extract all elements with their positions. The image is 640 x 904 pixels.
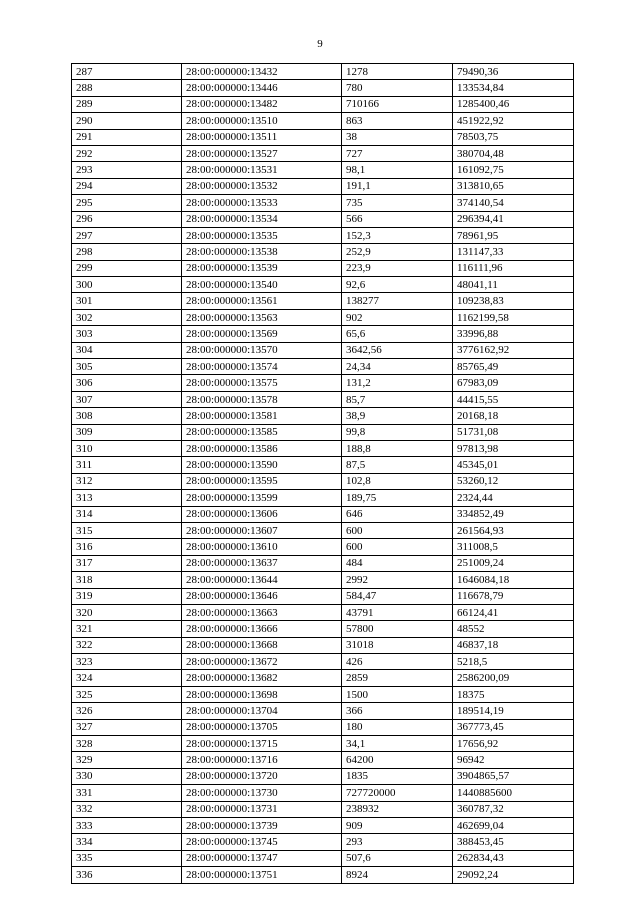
cadastral-value-cell: 66124,41 [453,604,574,620]
row-number-cell: 316 [72,539,182,555]
row-number-cell: 326 [72,703,182,719]
row-number-cell: 329 [72,752,182,768]
table-row [72,244,574,260]
table-row [72,178,574,194]
row-number-cell: 317 [72,555,182,571]
table-row [72,129,574,145]
cadastral-number-cell: 28:00:000000:13538 [182,244,342,260]
row-number-cell: 297 [72,227,182,243]
table-row [72,457,574,473]
cadastral-value-cell: 5218,5 [453,654,574,670]
cadastral-number-cell: 28:00:000000:13586 [182,440,342,456]
row-number-cell: 314 [72,506,182,522]
cadastral-value-cell: 313810,65 [453,178,574,194]
area-cell: 366 [342,703,453,719]
cadastral-number-cell: 28:00:000000:13705 [182,719,342,735]
cadastral-value-cell: 1162199,58 [453,309,574,325]
cadastral-number-cell: 28:00:000000:13610 [182,539,342,555]
row-number-cell: 320 [72,604,182,620]
row-number-cell: 290 [72,113,182,129]
table-row [72,440,574,456]
row-number-cell: 303 [72,326,182,342]
row-number-cell: 302 [72,309,182,325]
row-number-cell: 328 [72,736,182,752]
table-row [72,736,574,752]
cadastral-value-cell: 380704,48 [453,145,574,161]
area-cell: 180 [342,719,453,735]
area-cell: 57800 [342,621,453,637]
row-number-cell: 325 [72,686,182,702]
row-number-cell: 333 [72,817,182,833]
cadastral-value-cell: 18375 [453,686,574,702]
area-cell: 863 [342,113,453,129]
table-row [72,817,574,833]
area-cell: 92,6 [342,277,453,293]
area-cell: 102,8 [342,473,453,489]
table-row [72,391,574,407]
cadastral-number-cell: 28:00:000000:13581 [182,408,342,424]
cadastral-value-table [71,63,574,884]
table-row [72,670,574,686]
cadastral-number-cell: 28:00:000000:13432 [182,64,342,80]
cadastral-value-cell: 451922,92 [453,113,574,129]
cadastral-number-cell: 28:00:000000:13668 [182,637,342,653]
area-cell: 43791 [342,604,453,620]
row-number-cell: 330 [72,768,182,784]
table-row [72,588,574,604]
row-number-cell: 291 [72,129,182,145]
cadastral-number-cell: 28:00:000000:13745 [182,834,342,850]
row-number-cell: 309 [72,424,182,440]
row-number-cell: 299 [72,260,182,276]
cadastral-number-cell: 28:00:000000:13672 [182,654,342,670]
row-number-cell: 293 [72,162,182,178]
cadastral-number-cell: 28:00:000000:13698 [182,686,342,702]
table-row [72,621,574,637]
cadastral-value-cell: 2324,44 [453,490,574,506]
cadastral-number-cell: 28:00:000000:13644 [182,572,342,588]
area-cell: 131,2 [342,375,453,391]
area-cell: 909 [342,817,453,833]
area-cell: 64200 [342,752,453,768]
table-row [72,375,574,391]
cadastral-value-cell: 334852,49 [453,506,574,522]
cadastral-number-cell: 28:00:000000:13570 [182,342,342,358]
area-cell: 38 [342,129,453,145]
cadastral-value-cell: 1285400,46 [453,96,574,112]
cadastral-value-cell: 2586200,09 [453,670,574,686]
cadastral-value-cell: 78961,95 [453,227,574,243]
table-row [72,113,574,129]
cadastral-number-cell: 28:00:000000:13731 [182,801,342,817]
area-cell: 223,9 [342,260,453,276]
area-cell: 31018 [342,637,453,653]
cadastral-value-cell: 133534,84 [453,80,574,96]
table-row [72,522,574,538]
row-number-cell: 322 [72,637,182,653]
cadastral-number-cell: 28:00:000000:13535 [182,227,342,243]
area-cell: 3642,56 [342,342,453,358]
table-row [72,604,574,620]
cadastral-number-cell: 28:00:000000:13531 [182,162,342,178]
cadastral-number-cell: 28:00:000000:13606 [182,506,342,522]
table-row [72,162,574,178]
area-cell: 24,34 [342,359,453,375]
area-cell: 600 [342,522,453,538]
cadastral-value-cell: 116111,96 [453,260,574,276]
cadastral-number-cell: 28:00:000000:13739 [182,817,342,833]
row-number-cell: 319 [72,588,182,604]
cadastral-number-cell: 28:00:000000:13533 [182,195,342,211]
area-cell: 507,6 [342,850,453,866]
cadastral-value-cell: 44415,55 [453,391,574,407]
row-number-cell: 308 [72,408,182,424]
area-cell: 1500 [342,686,453,702]
table-row [72,293,574,309]
row-number-cell: 288 [72,80,182,96]
cadastral-value-cell: 45345,01 [453,457,574,473]
cadastral-number-cell: 28:00:000000:13563 [182,309,342,325]
cadastral-value-cell: 78503,75 [453,129,574,145]
row-number-cell: 301 [72,293,182,309]
cadastral-number-cell: 28:00:000000:13704 [182,703,342,719]
cadastral-value-cell: 161092,75 [453,162,574,178]
area-cell: 780 [342,80,453,96]
cadastral-value-cell: 3776162,92 [453,342,574,358]
cadastral-number-cell: 28:00:000000:13590 [182,457,342,473]
area-cell: 600 [342,539,453,555]
cadastral-value-cell: 374140,54 [453,195,574,211]
table-row [72,211,574,227]
cadastral-number-cell: 28:00:000000:13599 [182,490,342,506]
table-row [72,326,574,342]
table-row [72,96,574,112]
table-row [72,277,574,293]
cadastral-number-cell: 28:00:000000:13716 [182,752,342,768]
row-number-cell: 323 [72,654,182,670]
cadastral-number-cell: 28:00:000000:13575 [182,375,342,391]
cadastral-value-cell: 20168,18 [453,408,574,424]
row-number-cell: 305 [72,359,182,375]
area-cell: 85,7 [342,391,453,407]
row-number-cell: 318 [72,572,182,588]
cadastral-value-cell: 29092,24 [453,867,574,883]
cadastral-number-cell: 28:00:000000:13527 [182,145,342,161]
table-row [72,359,574,375]
cadastral-value-cell: 367773,45 [453,719,574,735]
table-row [72,227,574,243]
cadastral-value-cell: 261564,93 [453,522,574,538]
table-row [72,64,574,80]
cadastral-value-cell: 97813,98 [453,440,574,456]
area-cell: 191,1 [342,178,453,194]
row-number-cell: 294 [72,178,182,194]
cadastral-value-cell: 116678,79 [453,588,574,604]
cadastral-number-cell: 28:00:000000:13682 [182,670,342,686]
cadastral-value-cell: 462699,04 [453,817,574,833]
table-row [72,490,574,506]
area-cell: 98,1 [342,162,453,178]
cadastral-number-cell: 28:00:000000:13539 [182,260,342,276]
area-cell: 65,6 [342,326,453,342]
table-row [72,195,574,211]
row-number-cell: 310 [72,440,182,456]
row-number-cell: 313 [72,490,182,506]
row-number-cell: 332 [72,801,182,817]
area-cell: 38,9 [342,408,453,424]
cadastral-number-cell: 28:00:000000:13646 [182,588,342,604]
area-cell: 727720000 [342,785,453,801]
area-cell: 252,9 [342,244,453,260]
cadastral-number-cell: 28:00:000000:13511 [182,129,342,145]
area-cell: 727 [342,145,453,161]
area-cell: 138277 [342,293,453,309]
area-cell: 584,47 [342,588,453,604]
row-number-cell: 304 [72,342,182,358]
table-row [72,768,574,784]
cadastral-value-cell: 85765,49 [453,359,574,375]
cadastral-value-cell: 311008,5 [453,539,574,555]
area-cell: 189,75 [342,490,453,506]
cadastral-number-cell: 28:00:000000:13510 [182,113,342,129]
area-cell: 735 [342,195,453,211]
cadastral-value-cell: 388453,45 [453,834,574,850]
table-row [72,80,574,96]
cadastral-number-cell: 28:00:000000:13637 [182,555,342,571]
row-number-cell: 311 [72,457,182,473]
area-cell: 710166 [342,96,453,112]
row-number-cell: 306 [72,375,182,391]
area-cell: 8924 [342,867,453,883]
cadastral-number-cell: 28:00:000000:13663 [182,604,342,620]
table-row [72,555,574,571]
area-cell: 238932 [342,801,453,817]
table-row [72,309,574,325]
row-number-cell: 334 [72,834,182,850]
table-row [72,752,574,768]
row-number-cell: 331 [72,785,182,801]
cadastral-number-cell: 28:00:000000:13720 [182,768,342,784]
table-body [72,64,574,884]
cadastral-value-cell: 67983,09 [453,375,574,391]
table-row [72,654,574,670]
table-row [72,719,574,735]
area-cell: 34,1 [342,736,453,752]
area-cell: 2992 [342,572,453,588]
cadastral-value-cell: 1440885600 [453,785,574,801]
cadastral-value-cell: 131147,33 [453,244,574,260]
table-row [72,834,574,850]
cadastral-number-cell: 28:00:000000:13569 [182,326,342,342]
cadastral-value-cell: 48041,11 [453,277,574,293]
cadastral-number-cell: 28:00:000000:13747 [182,850,342,866]
cadastral-value-cell: 96942 [453,752,574,768]
table-row [72,703,574,719]
cadastral-value-cell: 53260,12 [453,473,574,489]
table-row [72,539,574,555]
cadastral-number-cell: 28:00:000000:13578 [182,391,342,407]
row-number-cell: 312 [72,473,182,489]
area-cell: 484 [342,555,453,571]
cadastral-value-cell: 262834,43 [453,850,574,866]
table-row [72,785,574,801]
cadastral-number-cell: 28:00:000000:13482 [182,96,342,112]
table-row [72,473,574,489]
area-cell: 99,8 [342,424,453,440]
table-row [72,572,574,588]
page-number: 9 [317,38,323,50]
cadastral-number-cell: 28:00:000000:13561 [182,293,342,309]
cadastral-value-cell: 189514,19 [453,703,574,719]
cadastral-value-cell: 79490,36 [453,64,574,80]
cadastral-number-cell: 28:00:000000:13666 [182,621,342,637]
cadastral-number-cell: 28:00:000000:13715 [182,736,342,752]
row-number-cell: 295 [72,195,182,211]
area-cell: 2859 [342,670,453,686]
table-row [72,408,574,424]
cadastral-value-cell: 251009,24 [453,555,574,571]
cadastral-number-cell: 28:00:000000:13540 [182,277,342,293]
table-row [72,801,574,817]
cadastral-value-cell: 109238,83 [453,293,574,309]
table-row [72,637,574,653]
row-number-cell: 335 [72,850,182,866]
table-row [72,145,574,161]
row-number-cell: 289 [72,96,182,112]
table-row [72,867,574,883]
area-cell: 1835 [342,768,453,784]
row-number-cell: 296 [72,211,182,227]
cadastral-value-cell: 1646084,18 [453,572,574,588]
row-number-cell: 315 [72,522,182,538]
cadastral-number-cell: 28:00:000000:13751 [182,867,342,883]
cadastral-number-cell: 28:00:000000:13730 [182,785,342,801]
row-number-cell: 298 [72,244,182,260]
area-cell: 87,5 [342,457,453,473]
table-row [72,506,574,522]
table-row [72,260,574,276]
area-cell: 566 [342,211,453,227]
cadastral-number-cell: 28:00:000000:13532 [182,178,342,194]
table-row [72,850,574,866]
area-cell: 426 [342,654,453,670]
cadastral-value-cell: 360787,32 [453,801,574,817]
table-row [72,342,574,358]
area-cell: 902 [342,309,453,325]
cadastral-number-cell: 28:00:000000:13585 [182,424,342,440]
table-row [72,424,574,440]
row-number-cell: 292 [72,145,182,161]
cadastral-number-cell: 28:00:000000:13534 [182,211,342,227]
row-number-cell: 287 [72,64,182,80]
row-number-cell: 300 [72,277,182,293]
cadastral-value-cell: 48552 [453,621,574,637]
cadastral-value-cell: 46837,18 [453,637,574,653]
row-number-cell: 321 [72,621,182,637]
cadastral-number-cell: 28:00:000000:13595 [182,473,342,489]
row-number-cell: 307 [72,391,182,407]
cadastral-number-cell: 28:00:000000:13574 [182,359,342,375]
row-number-cell: 327 [72,719,182,735]
cadastral-number-cell: 28:00:000000:13446 [182,80,342,96]
cadastral-value-cell: 17656,92 [453,736,574,752]
row-number-cell: 324 [72,670,182,686]
cadastral-value-cell: 296394,41 [453,211,574,227]
area-cell: 152,3 [342,227,453,243]
table-row [72,686,574,702]
area-cell: 1278 [342,64,453,80]
area-cell: 188,8 [342,440,453,456]
area-cell: 293 [342,834,453,850]
cadastral-value-cell: 51731,08 [453,424,574,440]
cadastral-number-cell: 28:00:000000:13607 [182,522,342,538]
row-number-cell: 336 [72,867,182,883]
area-cell: 646 [342,506,453,522]
cadastral-value-cell: 33996,88 [453,326,574,342]
cadastral-value-cell: 3904865,57 [453,768,574,784]
